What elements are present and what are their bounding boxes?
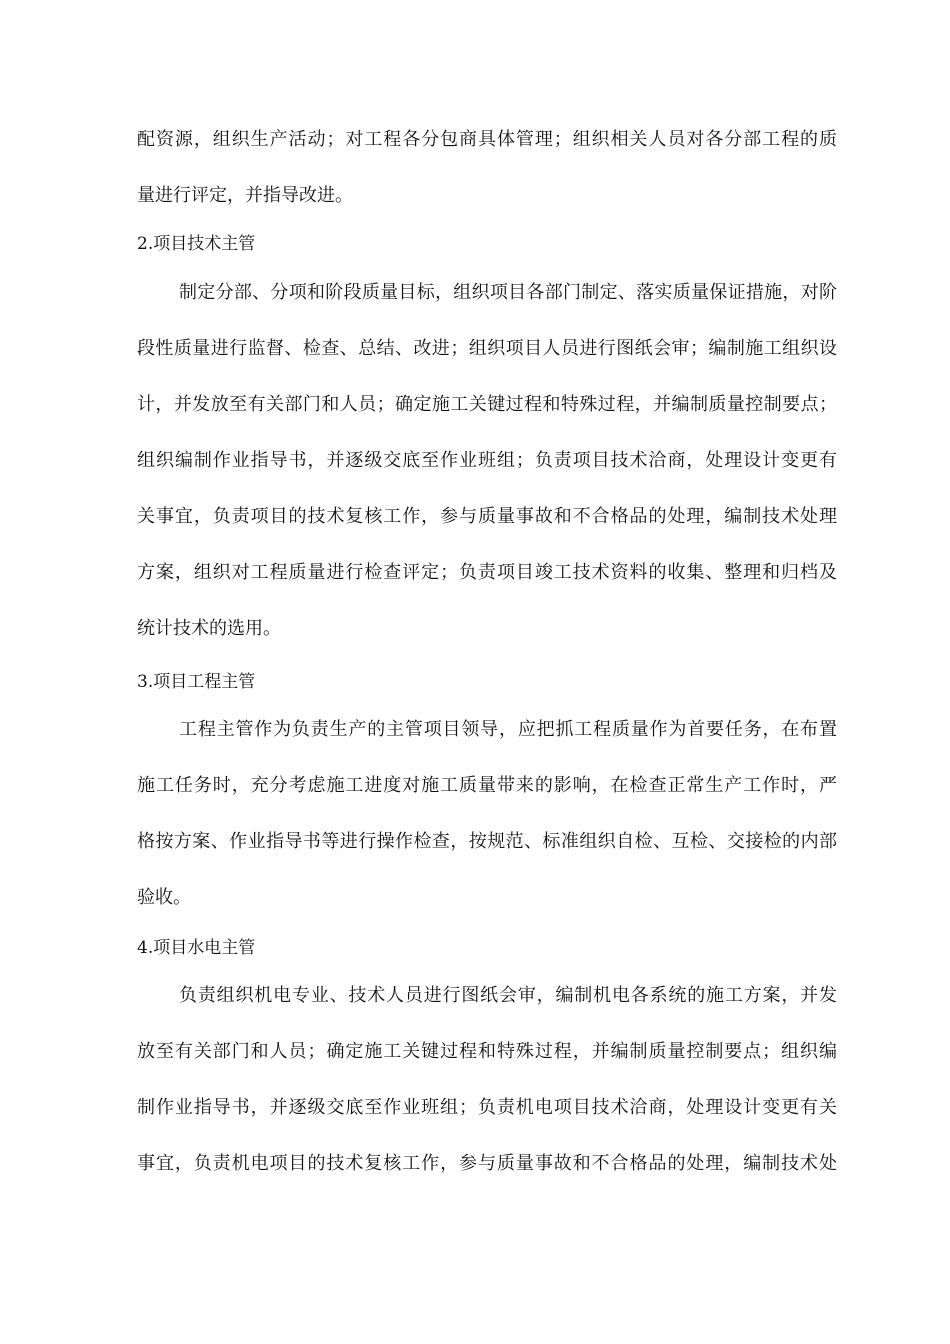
section-heading-mep-manager: 4.项目水电主管 [137,938,256,958]
paragraph-line: 制作业指导书，并逐级交底至作业班组；负责机电项目技术洽商，处理设计变更有关 [137,1097,837,1118]
paragraph-line: 格按方案、作业指导书等进行操作检查，按规范、标准组织自检、互检、交接检的内部 [137,831,837,852]
paragraph-line: 计，并发放至有关部门和人员；确定施工关键过程和特殊过程，并编制质量控制要点； [137,394,837,415]
paragraph-line: 方案，组织对工程质量进行检查评定；负责项目竣工技术资料的收集、整理和归档及 [137,562,837,583]
paragraph-line: 组织编制作业指导书，并逐级交底至作业班组；负责项目技术洽商，处理设计变更有 [137,450,837,471]
paragraph-line: 统计技术的选用。 [137,618,281,639]
paragraph-line: 关事宜，负责项目的技术复核工作，参与质量事故和不合格品的处理，编制技术处理 [137,506,837,527]
paragraph-line: 施工任务时，充分考虑施工进度对施工质量带来的影响，在检查正常生产工作时，严 [137,775,837,796]
section-heading-technical-manager: 2.项目技术主管 [137,234,256,254]
paragraph-line: 验收。 [137,887,191,908]
paragraph-line: 量进行评定，并指导改进。 [137,185,353,206]
section-heading-engineering-manager: 3.项目工程主管 [137,672,256,692]
paragraph-line: 制定分部、分项和阶段质量目标，组织项目各部门制定、落实质量保证措施，对阶 [179,282,837,303]
paragraph-line: 配资源，组织生产活动；对工程各分包商具体管理；组织相关人员对各分部工程的质 [137,129,837,150]
paragraph-line: 放至有关部门和人员；确定施工关键过程和特殊过程，并编制质量控制要点；组织编 [137,1041,837,1062]
paragraph-line: 负责组织机电专业、技术人员进行图纸会审，编制机电各系统的施工方案，并发 [179,985,837,1006]
paragraph-line: 事宜，负责机电项目的技术复核工作，参与质量事故和不合格品的处理，编制技术处 [137,1153,837,1174]
paragraph-line: 段性质量进行监督、检查、总结、改进；组织项目人员进行图纸会审；编制施工组织设 [137,338,837,359]
paragraph-line: 工程主管作为负责生产的主管项目领导，应把抓工程质量作为首要任务，在布置 [179,719,837,740]
